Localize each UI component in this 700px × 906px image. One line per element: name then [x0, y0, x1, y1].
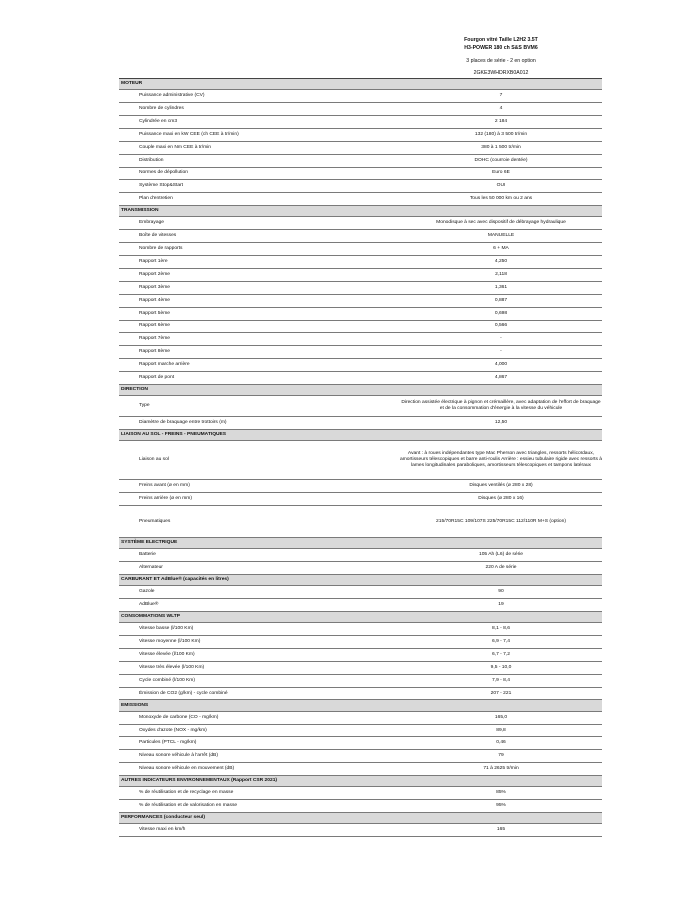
spec-label: AdBlue® — [139, 602, 159, 607]
spec-value: - — [500, 336, 502, 342]
spec-label: Oxydes d'azote (NOX - mg/km) — [139, 727, 207, 733]
spec-label: Puissance maxi en kW CEE (ch CEE à tr/min) — [139, 131, 239, 137]
spec-value: 4,250 — [494, 259, 508, 264]
spec-value: - — [500, 349, 502, 355]
spec-value: DOHC (courroie dentée) — [474, 157, 528, 163]
spec-label: Niveau sonore véhicule en mouvement (dB) — [139, 766, 235, 772]
spec-value: 0,46 — [496, 740, 506, 746]
section-header — [119, 700, 602, 711]
spec-row — [119, 180, 602, 193]
spec-value: 4,867 — [494, 375, 508, 381]
spec-value: 207 - 221 — [490, 690, 512, 696]
spec-label: Freins arrière (ø en mm) — [139, 496, 192, 502]
spec-label: Cycle combiné (l/100 Km) — [139, 677, 195, 683]
spec-row — [119, 824, 602, 837]
spec-value: 85% — [496, 790, 506, 796]
spec-row — [119, 168, 602, 181]
spec-row — [119, 506, 602, 538]
spec-value: 90 — [498, 589, 504, 595]
section-title: EMISSIONS — [121, 702, 149, 708]
spec-label: Plan d'entretien — [139, 196, 173, 202]
spec-row — [119, 217, 602, 230]
vehicle-title-line2: H3-POWER 180 ch S&S BVM6 — [464, 45, 538, 51]
spec-row — [119, 586, 602, 599]
spec-value: 4,000 — [494, 362, 508, 368]
spec-label: Gazole — [139, 589, 155, 595]
section-header — [119, 776, 602, 787]
spec-row — [119, 441, 602, 480]
spec-label: Batterie — [139, 552, 156, 558]
section-title: CONSOMMATIONS WLTP — [121, 614, 181, 620]
spec-value: 380 à 1 500 tr/min — [481, 144, 521, 150]
spec-label: Vitesse moyenne (l/100 Km) — [139, 638, 201, 644]
spec-row — [119, 623, 602, 636]
spec-label: Vitesse élevée (l/100 Km) — [139, 651, 195, 657]
spec-value: 0,887 — [494, 297, 508, 303]
spec-row — [119, 649, 602, 662]
spec-row — [119, 103, 602, 116]
spec-row — [119, 562, 602, 575]
spec-label: Rapport de pont — [139, 375, 175, 381]
spec-label: % de réutilisation et de valorisation en masse — [139, 803, 238, 809]
spec-label: Boîte de vitesses — [139, 233, 177, 239]
spec-value: 95% — [496, 803, 506, 809]
spec-label: Rapport 4ème — [139, 297, 170, 303]
spec-row — [119, 256, 602, 269]
spec-row — [119, 308, 602, 321]
spec-value: Euro 6E — [492, 170, 510, 176]
section-header — [119, 385, 602, 396]
spec-row — [119, 155, 602, 168]
spec-value: 215/70R15C 109/107S 225/70R15C 112/110R M+S (option) — [436, 518, 566, 524]
spec-label: Freins avant (ø en mm) — [139, 483, 190, 489]
spec-row — [119, 396, 602, 417]
spec-value: 0,566 — [494, 323, 508, 329]
spec-row — [119, 750, 602, 763]
spec-row — [119, 763, 602, 776]
spec-label: Nombre de cylindres — [139, 106, 184, 112]
spec-value: Monodisque à sec avec dispositif de débrayage hydraulique — [436, 220, 566, 226]
section-title: AUTRES INDICATEURS ENVIRONNEMENTAUX (Rapport CSR 2021) — [121, 778, 278, 784]
section-title: DIRECTION — [121, 387, 148, 393]
spec-label: Particules (PTCL - mg/km) — [139, 740, 197, 746]
spec-label: Rapport 3ème — [139, 284, 170, 290]
section-header — [119, 538, 602, 549]
spec-row — [119, 636, 602, 649]
spec-row — [119, 142, 602, 155]
spec-value: MANUELLE — [487, 233, 515, 239]
spec-row — [119, 90, 602, 103]
spec-row — [119, 346, 602, 359]
spec-row — [119, 269, 602, 282]
spec-value: 165 — [496, 827, 506, 833]
spec-row — [119, 712, 602, 725]
spec-label: Type — [139, 403, 150, 409]
spec-value: 2,118 — [495, 271, 507, 277]
spec-label: Vitesse basse (l/100 Km) — [139, 626, 194, 632]
spec-label: Niveau sonore véhicule à l'arrêt (dB) — [139, 753, 218, 759]
spec-row — [119, 295, 602, 308]
spec-value: 12,50 — [494, 420, 508, 426]
section-header — [119, 813, 602, 824]
spec-row — [119, 549, 602, 562]
spec-row — [119, 243, 602, 256]
spec-label: Cylindrée en cm3 — [139, 118, 178, 124]
spec-row — [119, 116, 602, 129]
section-title: SYSTÈME ELECTRIQUE — [121, 540, 178, 546]
spec-value: 7 — [499, 93, 503, 99]
spec-value: Disques ventilés (ø 280 x 28) — [469, 483, 533, 489]
spec-row — [119, 480, 602, 493]
spec-row — [119, 193, 602, 206]
spec-value: 6,7 - 7,2 — [492, 651, 510, 657]
spec-label: Rapport marche arrière — [139, 362, 190, 368]
section-header — [119, 79, 602, 90]
spec-row — [119, 599, 602, 612]
spec-value: 165,0 — [494, 714, 508, 720]
section-header — [119, 206, 602, 217]
seats-info: 3 places de série - 2 en option — [466, 58, 536, 64]
spec-row — [119, 787, 602, 800]
spec-row — [119, 737, 602, 750]
spec-label: Rapport 1ère — [139, 259, 168, 264]
section-title: PERFORMANCES (conducteur seul) — [121, 815, 205, 821]
spec-row — [119, 129, 602, 142]
spec-label: Rapport 8ème — [139, 349, 170, 355]
spec-value: 89,8 — [496, 727, 506, 733]
spec-label: Monoxyde de carbone (CO - mg/km) — [139, 714, 219, 720]
spec-label: Système Stop&Start — [139, 183, 184, 189]
spec-label: Vitesse maxi en km/h — [139, 827, 186, 833]
spec-table — [119, 78, 602, 837]
spec-label: Embrayage — [139, 220, 165, 226]
section-header — [119, 612, 602, 623]
spec-value: OUI — [496, 183, 506, 189]
section-header — [119, 575, 602, 586]
vehicle-code: 2GKE3WHDRXB0A012 — [473, 70, 529, 76]
spec-row — [119, 372, 602, 385]
vehicle-title-line1: Fourgon vitré Taille L2H2 3.5T — [464, 37, 538, 43]
spec-value: Disques (ø 280 x 16) — [478, 496, 524, 502]
spec-value: 6 + MA — [493, 246, 509, 252]
spec-label: Couple maxi en Nm CEE à tr/min — [139, 144, 212, 150]
spec-value: 9,5 - 10,0 — [490, 664, 512, 670]
spec-row — [119, 359, 602, 372]
spec-label: Diamètre de braquage entre trottoirs (m) — [139, 420, 227, 426]
spec-value: 2 184 — [494, 118, 508, 124]
spec-value: 71 à 2625 tr/min — [483, 766, 519, 772]
spec-value: 6,9 - 7,4 — [492, 638, 510, 644]
spec-row — [119, 688, 602, 701]
spec-value: 0,698 — [494, 310, 508, 316]
document-header — [400, 36, 602, 77]
spec-value: Tous les 50 000 km ou 2 ans — [469, 196, 533, 202]
spec-row — [119, 333, 602, 346]
spec-row — [119, 321, 602, 334]
section-title: MOTEUR — [121, 81, 143, 87]
spec-value: 220 A de série — [485, 565, 517, 571]
spec-label: Émission de CO2 (g/km) - cycle combiné — [139, 690, 228, 696]
spec-label: Distribution — [139, 157, 164, 163]
section-header — [119, 430, 602, 441]
spec-label: Vitesse très élevée (l/100 Km) — [139, 664, 205, 670]
spec-row — [119, 800, 602, 813]
spec-value: 1,361 — [494, 284, 508, 290]
section-title: LIAISON AU SOL - FREINS - PNEUMATIQUES — [121, 432, 227, 438]
spec-value: Direction assistée électrique à pignon et crémaillère, avec adaptation de l'effort de braquage et de la consommation d'énergie à la vitesse du véhicule — [401, 400, 601, 412]
spec-value: 7,9 - 8,4 — [492, 677, 510, 683]
spec-label: Rapport 2ème — [139, 271, 170, 277]
spec-value: 132 (180) à 3 500 tr/min — [474, 131, 528, 137]
spec-value: 79 — [498, 753, 504, 759]
section-title: TRANSMISSION — [121, 208, 159, 214]
spec-label: Alternateur — [139, 565, 163, 571]
spec-label: % de réutilisation et de recyclage en masse — [139, 790, 234, 796]
spec-row — [119, 417, 602, 430]
spec-label: Rapport 7ème — [139, 336, 170, 342]
spec-value: 8,1 - 8,6 — [492, 626, 510, 632]
spec-value: 19 — [498, 602, 504, 607]
spec-row — [119, 230, 602, 243]
spec-label: Puissance administrative (CV) — [139, 93, 205, 99]
spec-label: Rapport 6ème — [139, 323, 170, 329]
spec-row — [119, 675, 602, 688]
spec-value: 4 — [499, 106, 503, 112]
spec-row — [119, 493, 602, 506]
spec-row — [119, 725, 602, 738]
spec-value: Avant : à roues indépendantes type Mac Pherson avec triangles, ressorts hélicoïdaux, amortisseurs télescopiques et barre anti-roulis Arrière : essieu tubulaire rigide avec ressorts à lames longitudinales paraboliques, amortisseurs télescopiques et tampons latéraux — [400, 451, 602, 469]
spec-label: Normes de dépollution — [139, 170, 188, 176]
spec-label: Pneumatiques — [139, 518, 171, 524]
spec-row — [119, 282, 602, 295]
spec-row — [119, 662, 602, 675]
spec-label: Rapport 5ème — [139, 310, 170, 316]
section-title: CARBURANT ET AdBlue® (capacités en litres) — [121, 577, 229, 583]
spec-label: Liaison au sol — [139, 457, 169, 463]
spec-value: 105 Ah (L6) de série — [478, 552, 524, 558]
spec-label: Nombre de rapports — [139, 246, 183, 252]
